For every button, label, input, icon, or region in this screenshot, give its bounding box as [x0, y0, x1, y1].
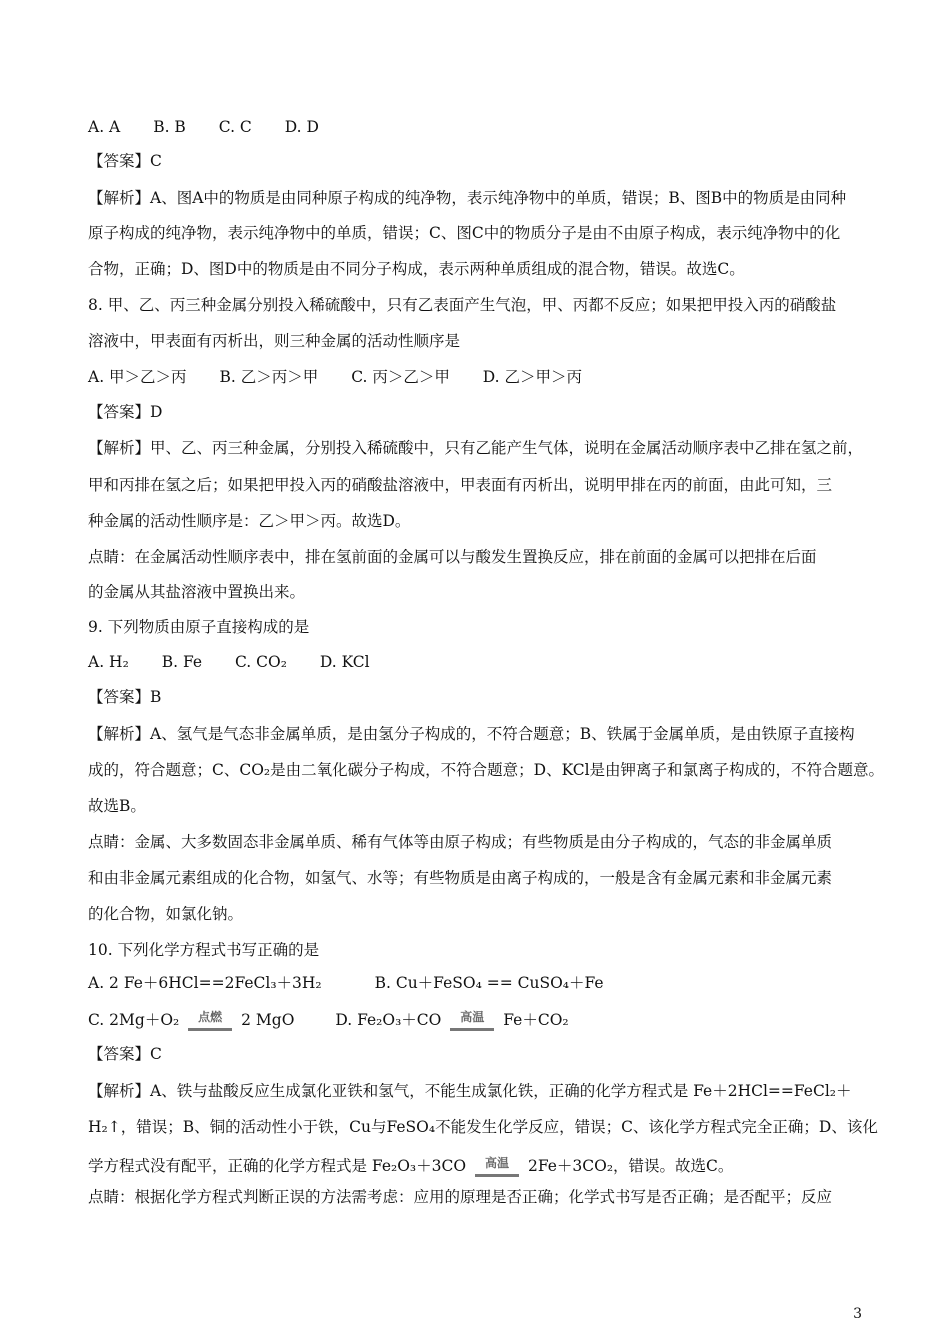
q10-explanation-line: [88, 1152, 862, 1177]
q9-explanation-line: 【解析】A、氢气是气态非金属单质，是由氢分子构成的，不符合题意；B、铁属于金属单质，是由铁原子直接构: [88, 725, 855, 743]
option-c: C. 丙＞乙＞甲: [351, 368, 450, 386]
q8-stem-line: 8. 甲、乙、丙三种金属分别投入稀硫酸中，只有乙表面产生气泡，甲、丙都不反应；如果把甲投入丙的硝酸盐: [88, 296, 837, 314]
q8-stem-line: 溶液中，甲表面有丙析出，则三种金属的活动性顺序是: [88, 332, 461, 350]
reaction-condition-ignite: 点燃: [188, 1006, 232, 1028]
q8-explanation-line: 【解析】甲、乙、丙三种金属，分别投入稀硫酸中，只有乙能产生气体，说明在金属活动顺序表中乙排在氢之前，: [88, 439, 864, 457]
q8-explanation-line: 种金属的活动性顺序是：乙＞甲＞丙。故选D。: [88, 512, 411, 530]
q7-answer: 【答案】C: [88, 152, 162, 170]
q10-note-line: 点睛：根据化学方程式判断正误的方法需考虑：应用的原理是否正确；化学式书写是否正确；是否配平；反应: [88, 1188, 833, 1206]
option-c: C. CO₂: [234, 653, 287, 671]
q10-explanation-line: 【解析】A、铁与盐酸反应生成氯化亚铁和氢气，不能生成氯化铁，正确的化学方程式是 Fe＋2HCl==FeCl₂＋: [88, 1082, 852, 1100]
q10-stem: 10. 下列化学方程式书写正确的是: [88, 941, 320, 959]
q9-explanation-line: 成的，符合题意；C、CO₂是由二氧化碳分子构成，不符合题意；D、KCl是由钾离子和氯离子构成的，不符合题意。: [88, 761, 885, 779]
page-number: 3: [853, 1306, 862, 1322]
option-a: A. H₂: [88, 653, 129, 671]
option-d-left: D. Fe₂O₃＋CO: [335, 1011, 442, 1029]
q9-note-line: 的化合物，如氯化钠。: [88, 905, 244, 923]
q10-explanation-line: H₂↑，错误；B、铜的活动性小于铁，Cu与FeSO₄不能发生化学反应，错误；C、该化学方程式完全正确；D、该化: [88, 1118, 878, 1136]
q8-explanation-line: 甲和丙排在氢之后；如果把甲投入丙的硝酸盐溶液中，甲表面有丙析出，说明甲排在丙的前面，由此可知，三: [88, 476, 833, 494]
q10-options-cd: [88, 1006, 862, 1031]
reaction-condition-high-temp: 高温: [450, 1006, 494, 1028]
q7-explanation-line: 【解析】A、图A中的物质是由同种原子构成的纯净物，表示纯净物中的单质，错误；B、图B中的物质是由同种: [88, 189, 847, 207]
option-b: B. 乙＞丙＞甲: [219, 368, 319, 386]
option-d: D. KCl: [319, 653, 370, 671]
q8-answer: 【答案】D: [88, 403, 163, 421]
q9-note-line: 点睛：金属、大多数固态非金属单质、稀有气体等由原子构成；有些物质是由分子构成的，气态的非金属单质: [88, 833, 833, 851]
option-d: D. 乙＞甲＞丙: [482, 368, 583, 386]
option-b: B. B: [153, 118, 186, 136]
option-b: B. Cu＋FeSO₄ == CuSO₄＋Fe: [374, 974, 604, 992]
q8-options: [88, 366, 862, 388]
option-a: A. 2 Fe＋6HCl==2FeCl₃＋3H₂: [88, 974, 322, 992]
explanation-left: 学方程式没有配平，正确的化学方程式是 Fe₂O₃＋3CO: [88, 1157, 467, 1175]
q9-answer: 【答案】B: [88, 688, 162, 706]
option-c-left: C. 2Mg＋O₂: [88, 1011, 180, 1029]
q9-options: [88, 651, 862, 673]
explanation-right: 2Fe＋3CO₂，错误。故选C。: [527, 1157, 734, 1175]
q10-answer: 【答案】C: [88, 1045, 162, 1063]
reaction-condition-high-temp: 高温: [475, 1152, 519, 1174]
option-a: A. A: [88, 118, 121, 136]
option-a: A. 甲＞乙＞丙: [88, 368, 187, 386]
q8-note-line: 点睛：在金属活动性顺序表中，排在氢前面的金属可以与酸发生置换反应，排在前面的金属可以把排在后面: [88, 548, 817, 566]
q8-note-line: 的金属从其盐溶液中置换出来。: [88, 583, 306, 601]
option-b: B. Fe: [161, 653, 203, 671]
option-d-right: Fe＋CO₂: [503, 1011, 569, 1029]
option-c: C. C: [218, 118, 252, 136]
option-d: D. D: [284, 118, 319, 136]
option-c-right: 2 MgO: [241, 1011, 295, 1029]
q9-note-line: 和由非金属元素组成的化合物，如氢气、水等；有些物质是由离子构成的，一般是含有金属元素和非金属元素: [88, 869, 833, 887]
q9-stem: 9. 下列物质由原子直接构成的是: [88, 618, 310, 636]
q7-options: [88, 116, 862, 138]
q9-explanation-line: 故选B。: [88, 797, 146, 815]
q7-explanation-line: 合物，正确；D、图D中的物质是由不同分子构成，表示两种单质组成的混合物，错误。故选C。: [88, 260, 745, 278]
q10-options-ab: [88, 972, 862, 994]
q7-explanation-line: 原子构成的纯净物，表示纯净物中的单质，错误；C、图C中的物质分子是由不由原子构成，表示纯净物中的化: [88, 224, 841, 242]
